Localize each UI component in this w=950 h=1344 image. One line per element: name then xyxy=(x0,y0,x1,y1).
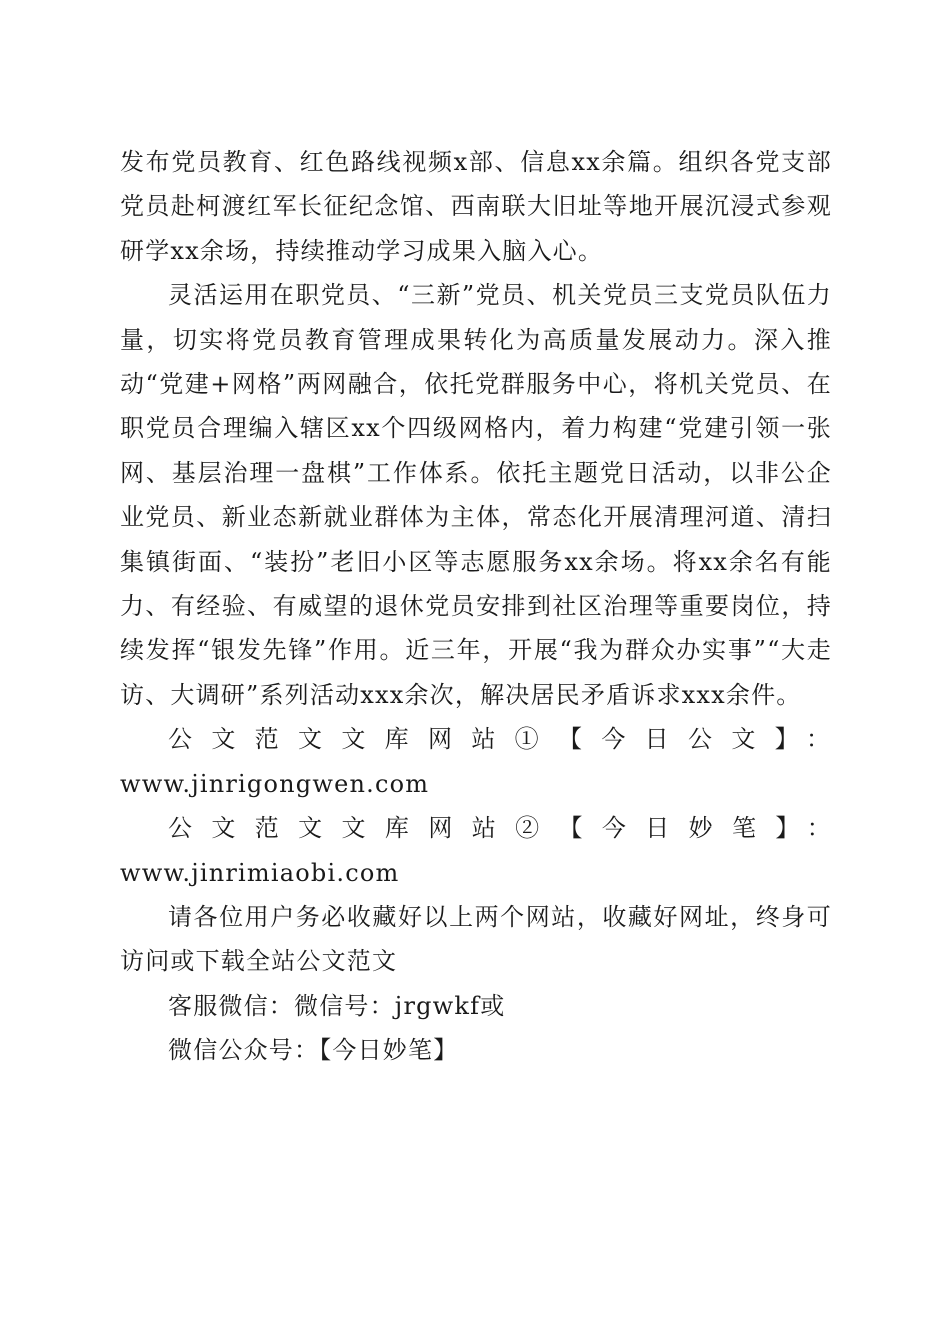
paragraph-2: 灵活运用在职党员、“三新”党员、机关党员三支党员队伍力量，切实将党员教育管理成果转化为高质量发展动力。深入推动“党建+网格”两网融合，依托党群服务中心，将机关党员、在职党员合理编入辖区xx个四级网格内，着力构建“党建引领一张网、基层治理一盘棋”工作体系。依托主题党日活动，以非公企业党员、新业态新就业群体为主体，常态化开展清理河道、清扫集镇街面、“装扮”老旧小区等志愿服务xx余场。将xx余名有能力、有经验、有威望的退休党员安排到社区治理等重要岗位，持续发挥“银发先锋”作用。近三年，开展“我为群众办实事”“大走访、大调研”系列活动xxx余次，解决居民矛盾诉求xxx余件。 xyxy=(120,281,832,709)
site2-line[interactable]: 公文范文文库网站②【今日妙笔】：www.jinrimiaobi.com xyxy=(120,814,832,887)
public-account: 微信公众号：【今日妙笔】 xyxy=(168,1036,459,1065)
site1-line: 公文范文文库网站①【今日公文】： xyxy=(168,725,832,754)
paragraph-1: 发布党员教育、红色路线视频x部、信息xx余篇。组织各党支部党员赴柯渡红军长征纪念馆、西南联大旧址等地开展沉浸式参观研学xx余场，持续推动学习成果入脑入心。 xyxy=(120,148,832,265)
document-page xyxy=(120,140,832,1073)
service-wechat: 客服微信：微信号：jrgwkf或 xyxy=(168,991,506,1020)
site1-url[interactable]: www.jinrigongwen.com xyxy=(120,769,430,798)
notice-paragraph: 请各位用户务必收藏好以上两个网站，收藏好网址，终身可访问或下载全站公文范文 xyxy=(120,902,832,976)
